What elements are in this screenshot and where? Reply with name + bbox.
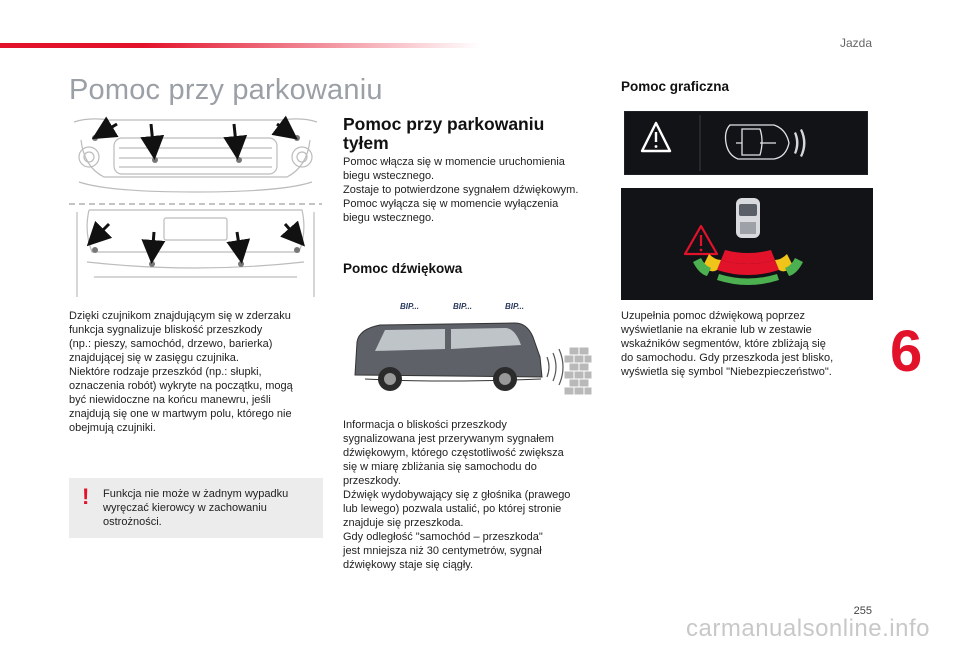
graphic-assist-heading: Pomoc graficzna [621, 79, 730, 94]
sound-assist-heading: Pomoc dźwiękowa [343, 261, 463, 276]
beep-label-2: BIP... [453, 302, 472, 311]
warning-box [69, 478, 323, 538]
van-top-view-icon [736, 198, 760, 238]
section-label: Jazda [839, 36, 872, 50]
chapter-number: 6 [890, 319, 923, 384]
sound-assist-text: Informacja o bliskości przeszkody sygnalizowana jest przerywanym sygnałem dźwiękowym, którego częstotliwość zwiększa się w miarę zbliżania się samochodu do przeszkody. Dźwięk wydobywający się z głośnika (prawego lub lewego) pozwala ustalić, po której stronie znajduje się przeszkoda. Gdy odległość "samochód – przeszkoda" jest mniejsza niż 30 centymetrów, sygnał dźwiękowy staje się ciągły. [343, 419, 571, 571]
rear-assist-heading: Pomoc przy parkowaniu tyłem [343, 114, 545, 153]
bumper-sensors-illustration [69, 112, 322, 300]
header-accent-bar [0, 43, 480, 48]
beep-label-3: BIP... [505, 302, 524, 311]
display-panel-bottom [621, 188, 873, 300]
warning-icon: ! [82, 484, 90, 509]
watermark: carmanualsonline.info [686, 615, 930, 642]
graphic-assist-text: Uzupełnia pomoc dźwiękową poprzez wyświetlanie na ekranie lub w zestawie wskaźników segmentów, które zbliżają się do samochodu. Gdy przeszkoda jest blisko, wyświetla się symbol "Niebezpieczeństwo". [621, 310, 834, 378]
page-number: 255 [853, 605, 872, 617]
intro-paragraph: Dzięki czujnikom znajdującym się w zderzaku funkcja sygnalizuje bliskość przeszkody (np.: pieszy, samochód, drzewo, barierka) znajdującej się w zasięgu czujnika. Niektóre rodzaje przeszkód (np.: słupki, oznaczenia robót) wykryte na początku, mogą być niewidoczne na końcu manewru, jeśli znajdują się one w martwym polu, którego nie obejmują czujniki. [69, 310, 293, 434]
page-title: Pomoc przy parkowaniu [69, 74, 383, 106]
warning-text: Funkcja nie może w żadnym wypadku wyręczać kierowcy w zachowaniu ostrożności. [103, 488, 289, 528]
brick-wall [564, 347, 592, 395]
van-beeps-illustration [345, 297, 600, 407]
van-icon [355, 323, 542, 391]
rear-assist-text: Pomoc włącza się w momencie uruchomienia biegu wstecznego. Zostaje to potwierdzone sygnałem dźwiękowym. Pomoc wyłącza się w momencie wyłączenia biegu wstecznego. [343, 156, 579, 224]
beep-label-1: BIP... [400, 302, 419, 311]
display-panel-top [624, 111, 868, 175]
